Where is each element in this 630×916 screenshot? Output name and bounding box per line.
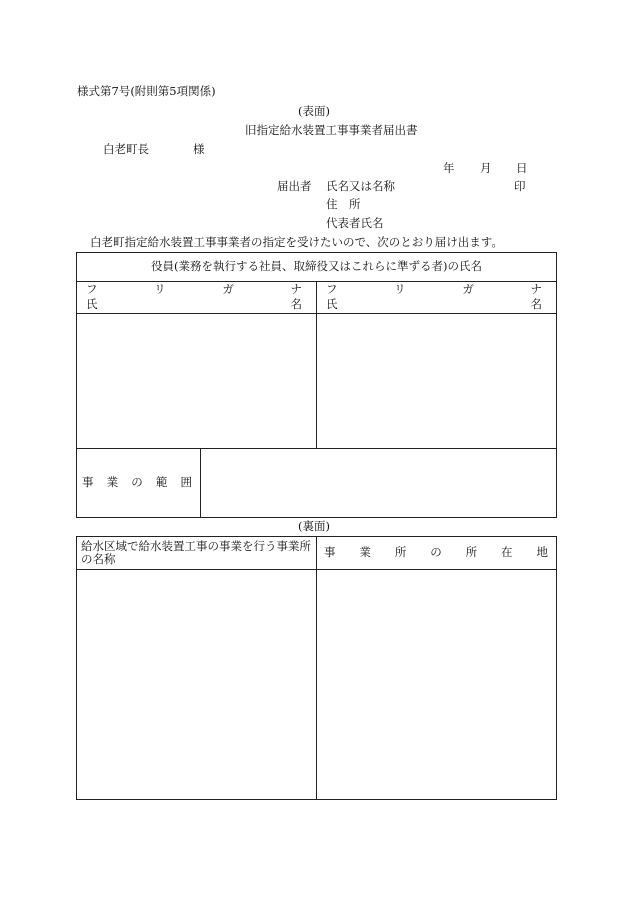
representative-label: 代表者氏名 (326, 216, 384, 230)
submitter-address-label: 住 所 (326, 197, 361, 211)
furigana-char: リ (394, 282, 406, 296)
document-title: 旧指定給水装置工事事業者届出書 (245, 123, 418, 137)
name-char: 氏 (326, 297, 338, 311)
furigana-char: ガ (222, 282, 234, 296)
officers-header: 役員(業務を執行する社員、取締役又はこれらに準ずる者)の氏名 (151, 259, 482, 273)
submitter-name-label: 氏名又は名称 (326, 179, 395, 193)
furigana-char: フ (86, 282, 98, 296)
form-number: 様式第7号(附則第5項関係) (77, 84, 216, 98)
name-char: 氏 (86, 297, 98, 311)
date-year: 年 (443, 161, 455, 175)
furigana-char: リ (154, 282, 166, 296)
submitter-label: 届出者 (277, 179, 312, 193)
date-day: 日 (516, 161, 528, 175)
front-label: (表面) (298, 104, 330, 118)
officers-left-furigana (86, 284, 302, 296)
office-location-header: 事 業 所 の 所 在 地 (324, 545, 548, 559)
addressee-honorific: 様 (193, 142, 205, 156)
addressee-name: 白老町長 (103, 142, 149, 156)
furigana-char: フ (326, 282, 338, 296)
date-month: 月 (480, 161, 492, 175)
officers-right-furigana (326, 284, 542, 296)
office-name-header: 給水区域で給水装置工事の事業を行う事業所の名称 (81, 539, 311, 566)
furigana-char: ガ (462, 282, 474, 296)
back-label: (裏面) (298, 519, 330, 533)
furigana-char: ナ (530, 282, 542, 296)
business-scope-label: 事 業 の 範 囲 (82, 475, 192, 489)
officers-left-name (86, 299, 302, 311)
name-char: 名 (530, 297, 542, 311)
furigana-char: ナ (290, 282, 302, 296)
scope-column-divider (200, 448, 201, 518)
statement-text: 白老町指定給水装置工事事業者の指定を受けたいので、次のとおり届け出ます。 (90, 235, 503, 249)
offices-column-divider (316, 536, 317, 800)
name-char: 名 (290, 297, 302, 311)
officers-right-name (326, 299, 542, 311)
officers-column-divider (316, 281, 317, 448)
seal-mark: 印 (514, 179, 526, 193)
scope-divider (76, 448, 557, 449)
